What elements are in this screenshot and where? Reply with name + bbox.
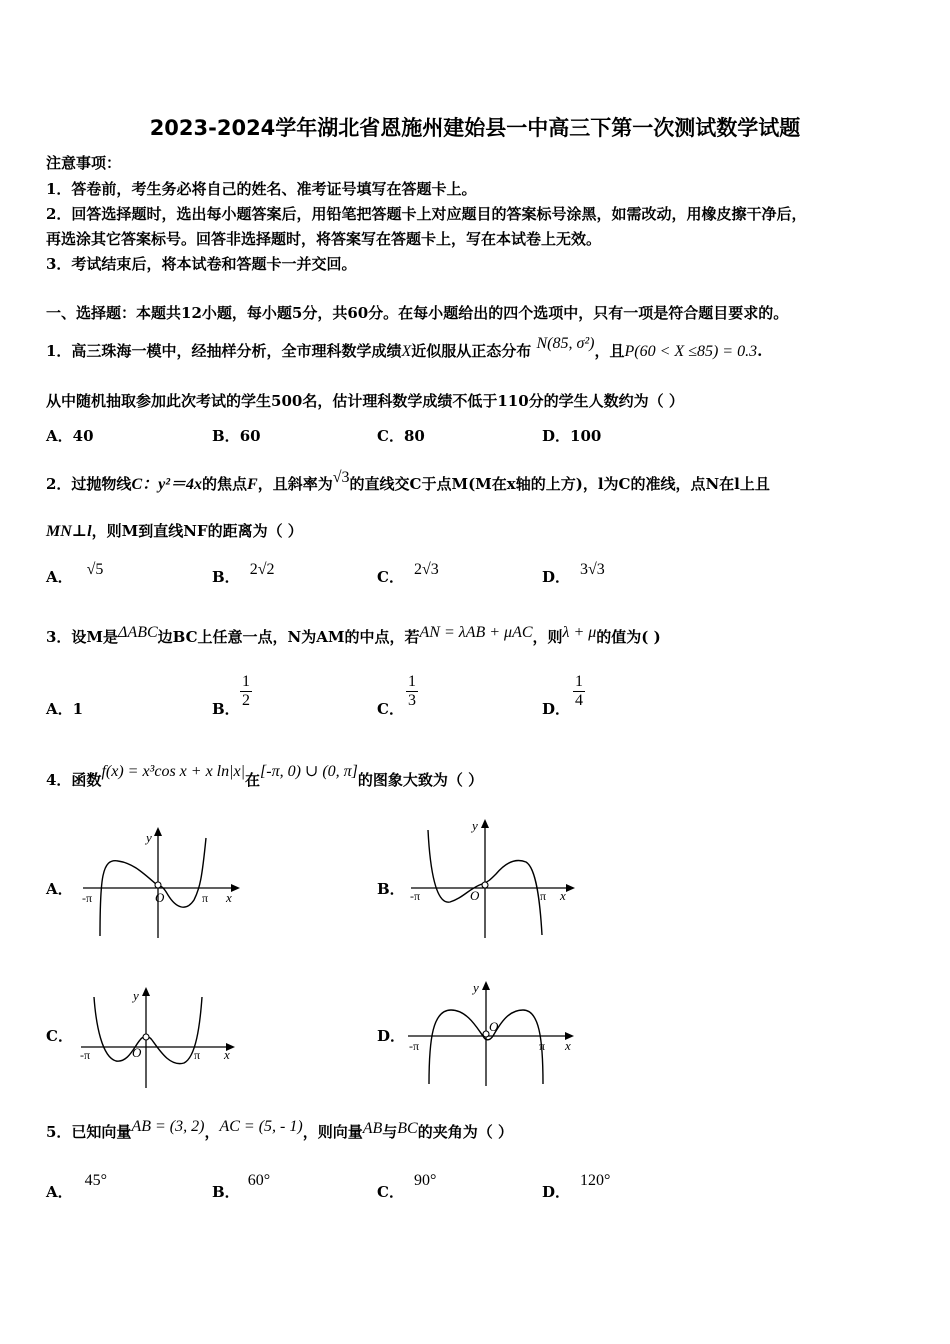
q5-text-d: 的夹角为（ ） [417,1123,513,1141]
x-axis-arrow [566,884,575,892]
q1-distribution: N(85, σ²) [536,335,595,352]
question-4-line-1 [46,763,484,790]
q5-comma: ， [204,1123,220,1141]
x-label: x [560,888,566,903]
hollow-point [155,882,161,888]
y-axis-arrow [482,981,490,990]
q1-option-d[interactable] [542,425,601,446]
q4-option-d-label[interactable]: D． [377,1027,406,1045]
q1-option-a[interactable] [46,425,94,446]
q4-domain: [-π, 0) ∪ (0, π] [260,763,358,780]
q3-c-numerator: 1 [408,673,416,690]
origin-label: O [470,888,480,903]
x-label: x [565,1038,571,1053]
q2-curve: C：y²＝4x [131,476,203,493]
notice-line-2b: 再选涂其它答案标号。回答非选择题时，将答案写在答题卡上，写在本试卷上无效。 [46,230,602,248]
q3-option-b[interactable] [212,698,240,719]
q2-text-b: 的焦点 [202,475,248,493]
q2-option-c-label: C． [377,568,404,586]
q5-option-d-value: 120° [580,1172,611,1189]
q5-option-c-value: 90° [413,1172,437,1189]
q1-option-d-value: 100 [570,427,602,445]
notice-line-3: 3．考试结束后，将本试卷和答题卡一并交回。 [46,255,357,273]
q2-slope: √3 [332,469,350,486]
q1-option-c[interactable] [377,425,425,446]
q2-option-d-value: 3√3 [580,561,605,578]
q3-c-denominator: 3 [408,692,416,709]
q3-option-a[interactable] [46,698,83,719]
question-5-line-1 [46,1118,513,1142]
q2-focus: F [247,476,258,493]
q1-var-x: X [401,343,412,360]
q4-graph-d [405,978,585,1088]
q3-sum: λ + μ [562,624,597,641]
q3-option-c-fraction [406,673,418,710]
origin-label: O [155,890,165,905]
q5-option-b-label: B． [212,1183,240,1201]
q3-expression: AN = λAB + μAC [419,624,533,641]
q2-option-b-value: 2√2 [249,561,275,578]
q3-option-d-label: D． [542,700,571,718]
q3-option-c-label: C． [377,700,404,718]
q2-text-e: C于点M(M在x轴的上方)，l为C的准线，点N在l上且 [409,475,770,493]
curve [100,838,209,936]
q5-vector-ab: AB = (3, 2) [131,1118,205,1135]
neg-pi-label: -π [410,889,421,903]
q1-option-d-label: D． [542,427,571,445]
q3-text-a: 3．设M是 [46,628,119,646]
q3-d-numerator: 1 [575,673,583,690]
q5-vector-bc: BC [397,1120,418,1137]
origin-label: O [132,1045,142,1060]
q1-option-b[interactable] [212,425,261,446]
y-label: y [146,830,152,845]
pi-label: π [540,889,547,903]
q5-vector-ac: AC = (5, - 1) [219,1118,303,1135]
q1-text-a: 1．高三珠海一模中，经抽样分析，全市理科数学成绩 [46,342,402,360]
y-axis-arrow [154,827,162,836]
pi-label: π [194,1048,201,1062]
q1-text-b: 近似服从正态分布 [411,342,532,360]
q4-text-a: 4．函数 [46,771,102,789]
question-2-line-2 [46,520,303,541]
notice-line-2a: 2．回答选择题时，选出每小题答案后，用铅笔把答题卡上对应题目的答案标号涂黑，如需改动，用橡皮擦干净后， [46,205,807,223]
q2-perp: MN⊥l [46,523,92,540]
q3-text-c: ，则 [532,628,563,646]
q5-option-b-value: 60° [247,1172,271,1189]
q1-option-c-label: C． [377,427,404,445]
q1-option-c-value: 80 [403,427,425,445]
q3-text-b: 边BC上任意一点，N为AM的中点，若 [157,628,420,646]
q5-option-a[interactable] [46,1172,108,1202]
q5-option-c-label: C． [377,1183,404,1201]
y-label: y [473,980,479,995]
hollow-point [143,1034,149,1040]
curve [94,997,202,1064]
q1-option-b-label: B． [212,427,240,445]
q2-text-a: 2．过抛物线 [46,475,132,493]
q3-option-a-value: 1 [72,700,84,718]
q3-option-b-fraction [240,673,252,710]
notice-heading: 注意事项： [46,154,122,172]
q2-option-b-label: B． [212,568,240,586]
q3-b-numerator: 1 [242,673,250,690]
y-label: y [133,988,139,1003]
question-1-line-1 [46,335,763,361]
q3-d-denominator: 4 [575,692,583,709]
q2-option-c-value: 2√3 [413,561,439,578]
q4-option-a-label[interactable]: A． [46,880,73,898]
q4-graph-a [78,818,248,940]
q2-option-d-label: D． [542,568,571,586]
q4-option-b-label[interactable]: B． [377,880,405,898]
q3-text-d: 的值为( ) [596,628,661,646]
x-axis-arrow [231,884,240,892]
pi-label: π [202,891,209,905]
q5-option-b[interactable] [212,1172,271,1202]
q5-option-d[interactable] [542,1172,611,1202]
question-3-line-1 [46,626,661,647]
q2-text-c: ，且斜率为 [257,475,333,493]
q3-option-a-label: A． [46,700,73,718]
q2-option-b[interactable] [212,561,275,587]
pi-label: π [539,1039,546,1053]
q5-option-a-label: A． [46,1183,73,1201]
q1-text-d: . [757,342,763,360]
x-label: x [224,1047,230,1062]
q1-option-b-value: 60 [239,427,261,445]
q3-option-b-label: B． [212,700,240,718]
q4-option-c-label[interactable]: C． [46,1027,73,1045]
q4-text-b: 在 [245,771,261,789]
section-heading: 一、选择题：本题共12小题，每小题5分，共60分。在每小题给出的四个选项中，只有一项是符合题目要求的。 [46,304,789,322]
q1-option-a-value: 40 [72,427,94,445]
origin-label: O [489,1019,499,1034]
q1-probability: P(60 < X ≤85) = 0.3 [624,343,758,360]
notice-line-1: 1．答卷前，考生务必将自己的姓名、准考证号填写在答题卡上。 [46,180,477,198]
q2-option-a-value: √5 [86,561,104,578]
q3-b-denominator: 2 [242,692,250,709]
hollow-point [482,882,488,888]
q2-option-a-label: A． [46,568,73,586]
neg-pi-label: -π [409,1039,420,1053]
q2-option-d[interactable] [542,561,605,587]
question-2-line-1 [46,471,770,494]
y-axis-arrow [481,819,489,828]
q2-option-c[interactable] [377,561,439,587]
q4-graph-c [78,985,248,1090]
q5-vector-ab-2: AB [362,1120,383,1137]
q5-text-a: 5．已知向量 [46,1123,132,1141]
q4-function: f(x) = x³cos x + x ln|x| [101,763,246,780]
q2-text-g: M到直线NF的距离为（ ） [121,522,303,540]
q5-option-a-value: 45° [84,1172,108,1189]
page-title: 2023-2024学年湖北省恩施州建始县一中高三下第一次测试数学试题 [149,116,801,140]
q2-text-d: 的直线交 [349,475,410,493]
q3-triangle: ΔABC [118,624,158,641]
q5-text-b: ，则向量 [302,1123,363,1141]
x-label: x [226,890,232,905]
q1-text-c: ，且 [594,342,625,360]
neg-pi-label: -π [80,1048,91,1062]
q3-option-d[interactable] [542,698,570,719]
neg-pi-label: -π [82,891,93,905]
q2-option-a[interactable] [46,561,104,587]
q4-graph-b [408,810,588,940]
q3-option-d-fraction [573,673,585,710]
q5-text-c: 与 [382,1123,398,1141]
y-axis-arrow [142,987,150,996]
q2-text-f: ，则 [91,522,122,540]
q5-option-d-label: D． [542,1183,571,1201]
q5-option-c[interactable] [377,1172,437,1202]
y-label: y [472,818,478,833]
q4-text-c: 的图象大致为（ ） [357,771,484,789]
q3-option-c[interactable] [377,698,404,719]
q1-option-a-label: A． [46,427,73,445]
question-1-line-2: 从中随机抽取参加此次考试的学生500名，估计理科数学成绩不低于110分的学生人数约为（ ） [46,392,684,410]
